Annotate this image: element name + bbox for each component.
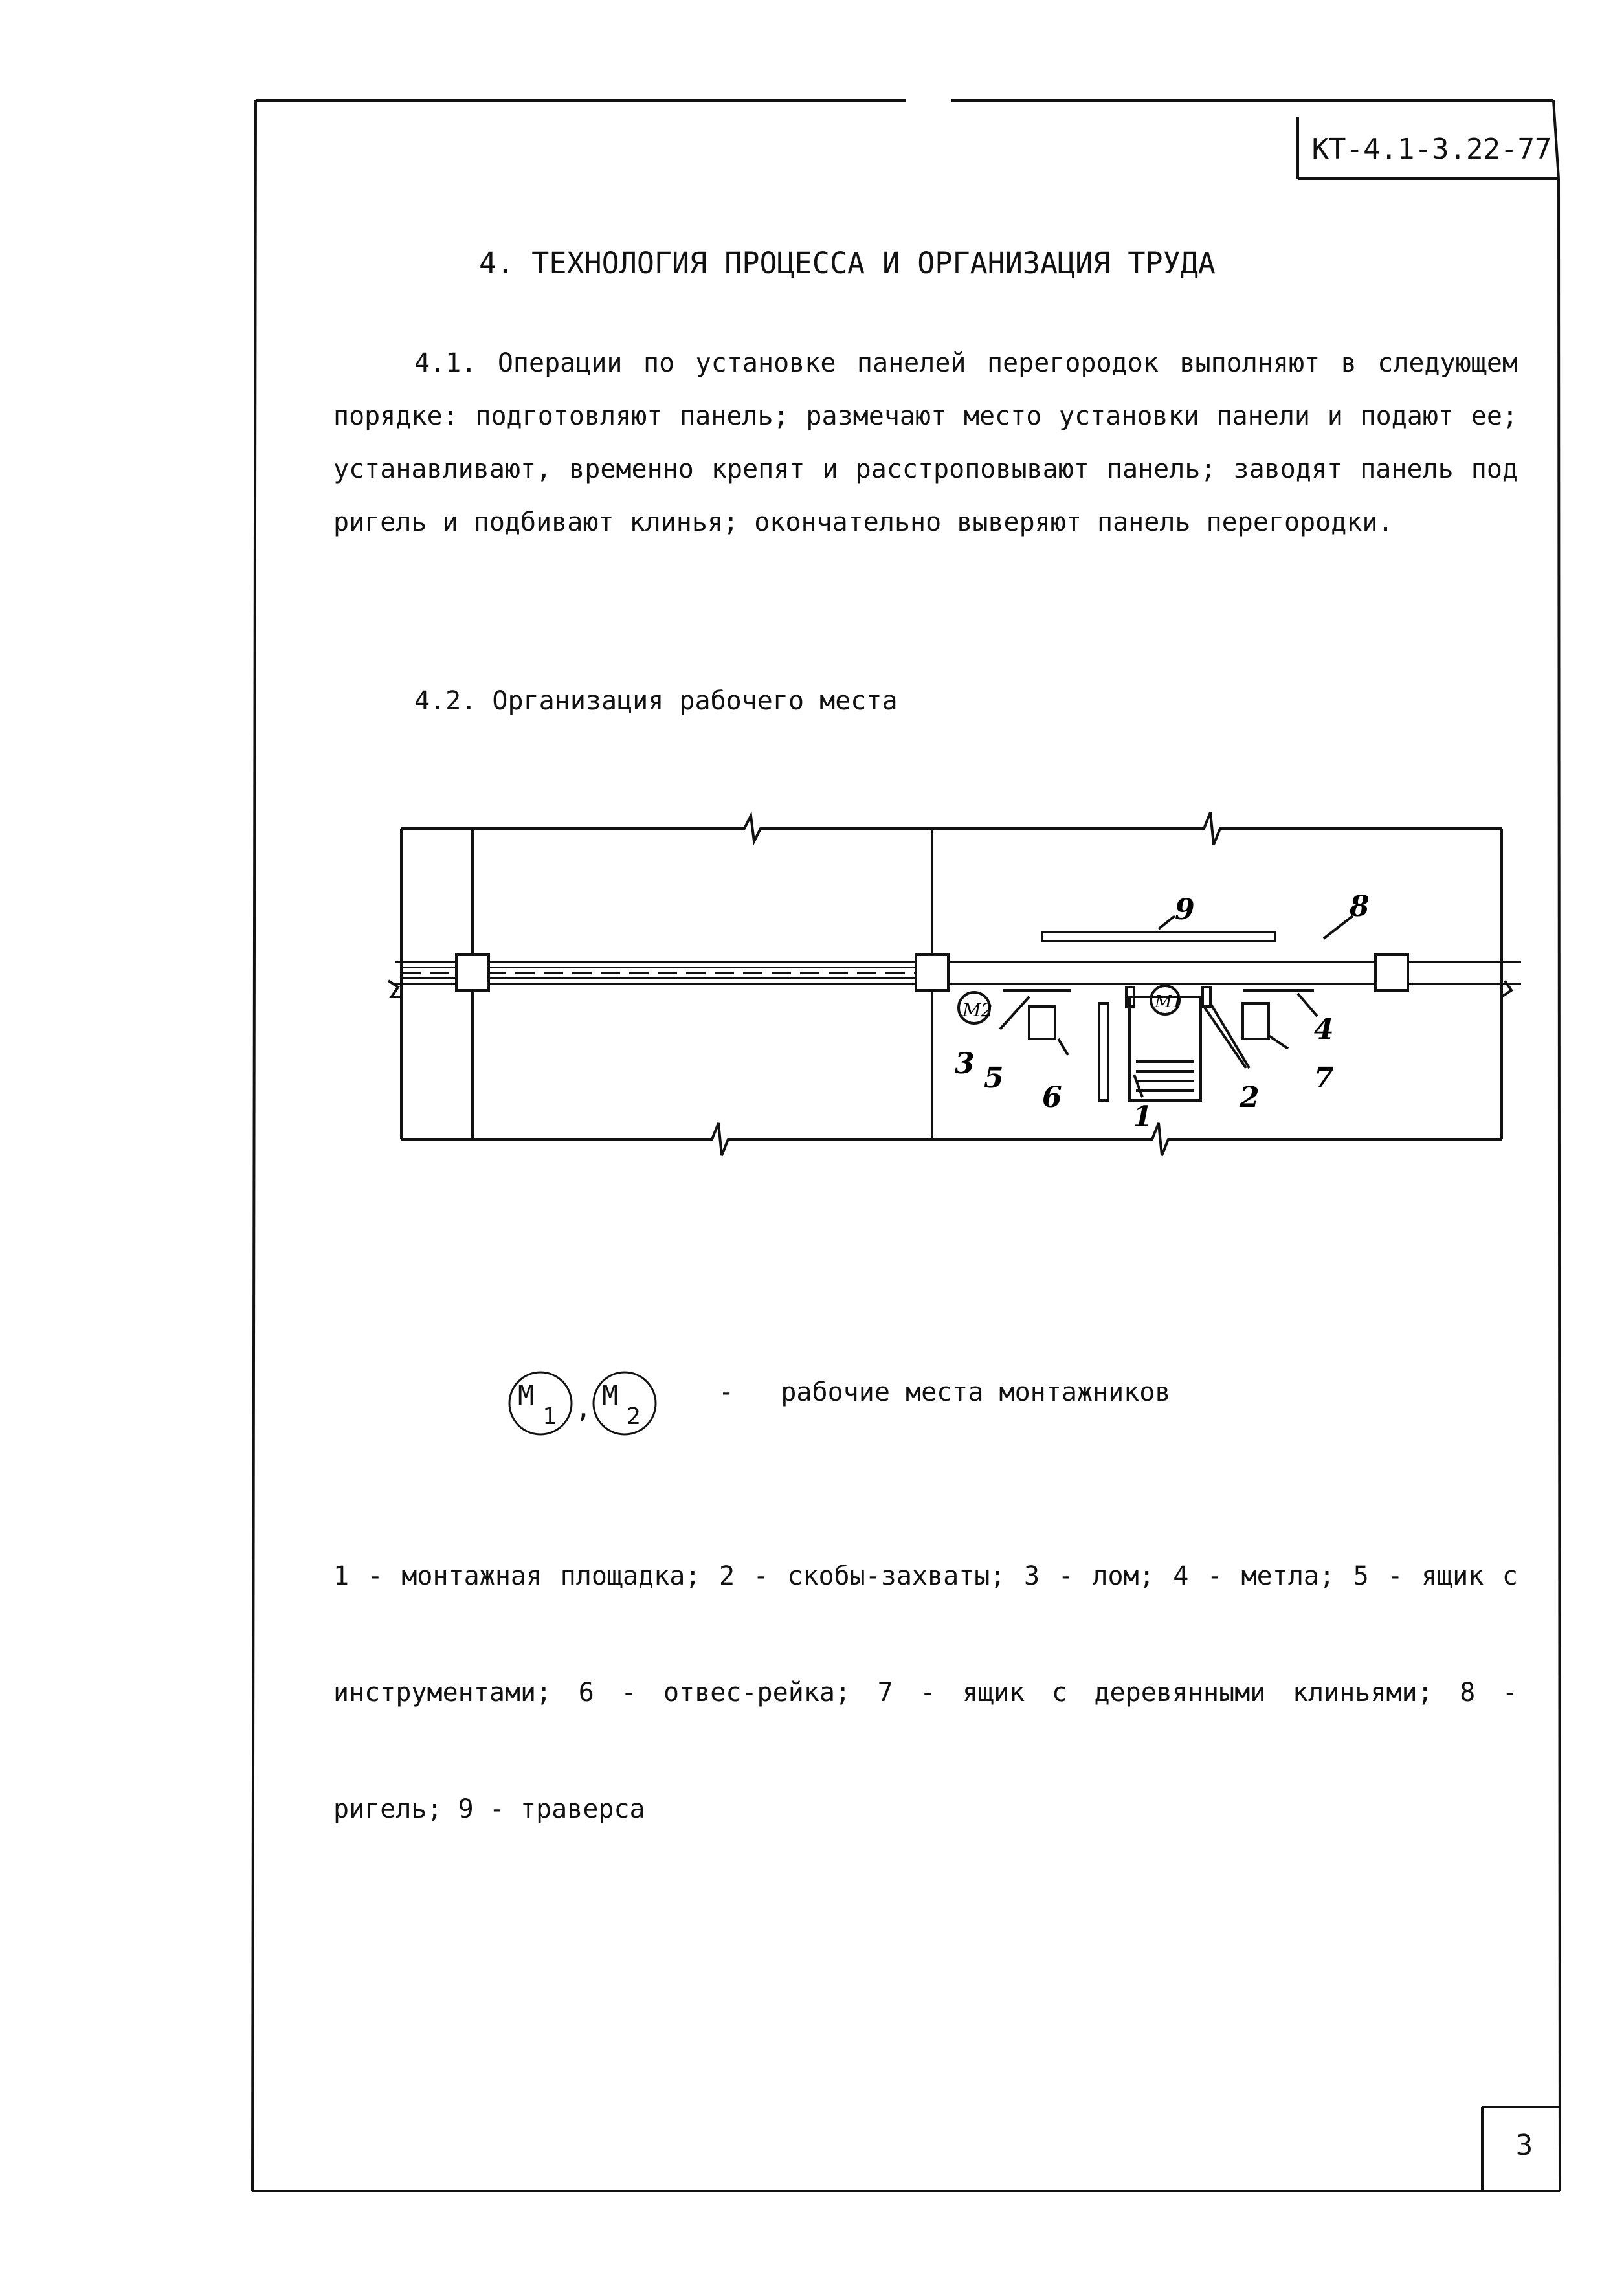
legend-m2-letter: М xyxy=(602,1379,619,1411)
subheading-4-2: 4.2. Организация рабочего места xyxy=(414,686,898,716)
legend-m1-letter: М xyxy=(518,1379,535,1411)
legend-symbols xyxy=(505,1359,673,1450)
diagram-label-4: 4 xyxy=(1314,1013,1334,1046)
diagram-label-1: 1 xyxy=(1133,1100,1153,1133)
legend-description xyxy=(718,1377,1170,1407)
diagram-label-8: 8 xyxy=(1350,890,1370,923)
diagram-label-7: 7 xyxy=(1314,1062,1334,1095)
legend-text: рабочие места монтажников xyxy=(781,1377,1171,1407)
figure-caption: 1 - монтажная площадка; 2 - скобы-захваты; 3 - лом; 4 - метла; 5 - ящик с инструментами; 6 - отвес-рейка; 7 - ящик с деревянными клиньями; 8 - ригель; 9 - траверса xyxy=(333,1561,1518,1824)
worker-m1-label: М1 xyxy=(1155,992,1183,1012)
diagram-label-9: 9 xyxy=(1175,893,1195,926)
legend-m1-index: 1 xyxy=(542,1403,557,1430)
diagram-label-3: 3 xyxy=(955,1047,975,1080)
legend-m2-index: 2 xyxy=(627,1403,641,1430)
page-number: 3 xyxy=(1515,2129,1533,2162)
legend-separator: , xyxy=(575,1392,592,1425)
workplace-diagram xyxy=(382,803,1521,1204)
paragraph-4-1: 4.1. Операции по установке панелей перегородок выполняют в следующем порядке: подготовляют панель; размечают место установки панели и подают ее; устанавливают, временно крепят и расстроповывают панель; заводят панель под ригель и подбивают клинья; окончательно выверяют панель перегородки. xyxy=(333,348,1518,537)
diagram-label-5: 5 xyxy=(984,1062,1004,1095)
diagram-label-6: 6 xyxy=(1042,1081,1062,1114)
document-code: КТ-4.1-3.22-77 xyxy=(1311,133,1552,166)
legend-dash: - xyxy=(718,1377,735,1407)
diagram-label-2: 2 xyxy=(1240,1081,1260,1114)
section-heading: 4. ТЕХНОЛОГИЯ ПРОЦЕССА И ОРГАНИЗАЦИЯ ТРУДА xyxy=(479,246,1216,280)
worker-m2-label: М2 xyxy=(962,999,993,1021)
